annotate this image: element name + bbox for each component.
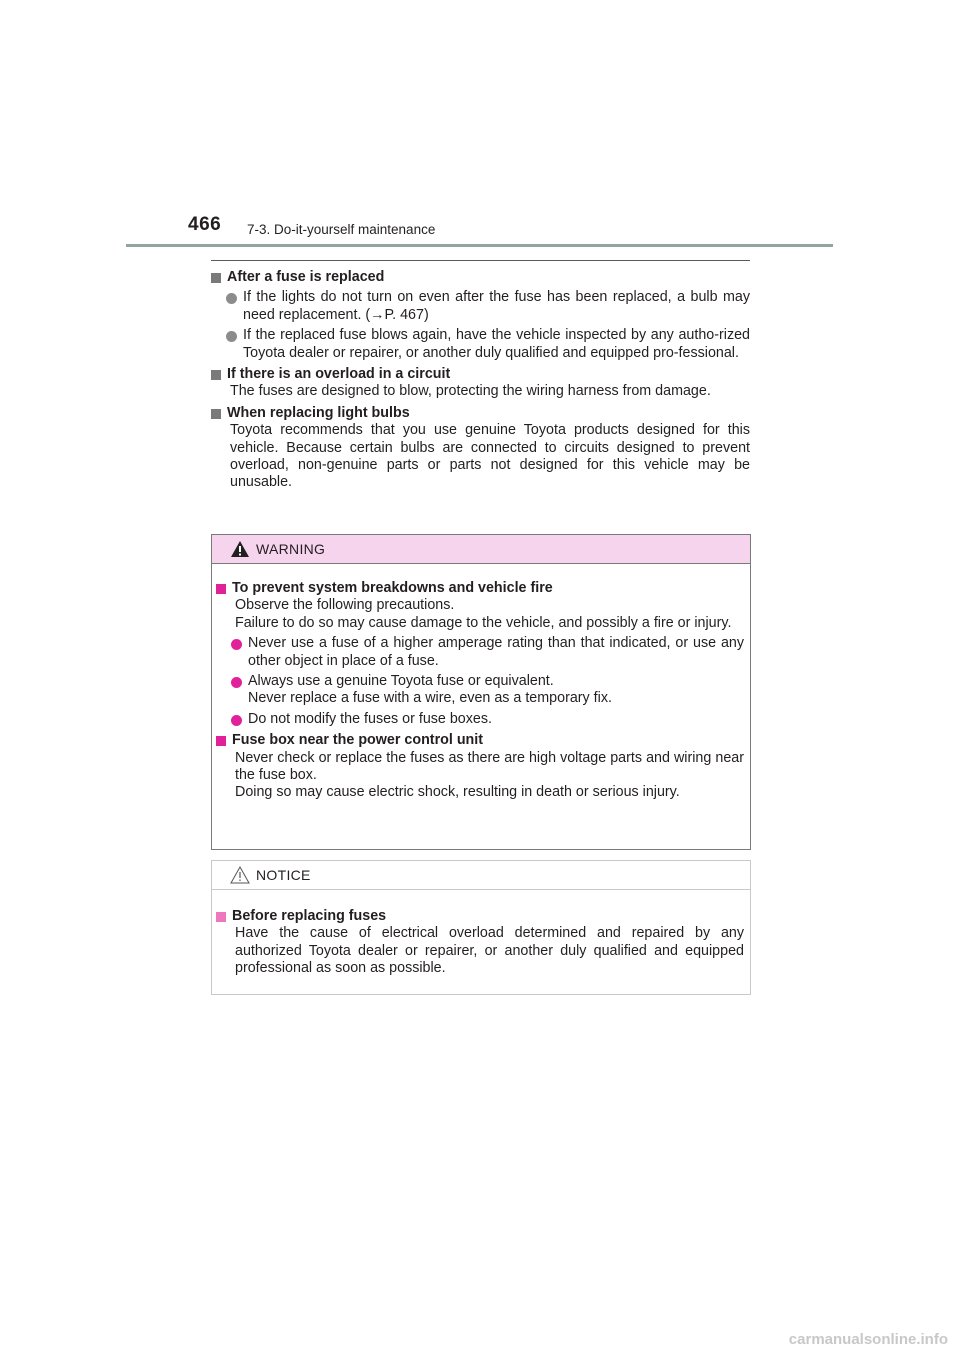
list-item: Always use a genuine Toyota fuse or equivalent. Never replace a fuse with a wire, even as a temporary fix. [216, 673, 744, 708]
content-rule [211, 260, 750, 261]
notice-heading: Before replacing fuses [216, 908, 744, 925]
square-bullet-icon [211, 273, 221, 283]
notice-title: NOTICE [256, 867, 311, 883]
square-bullet-icon [216, 584, 226, 594]
notice-triangle-icon [230, 866, 250, 884]
notice-box [211, 860, 751, 995]
square-bullet-icon [211, 409, 221, 419]
warning-header [212, 535, 750, 564]
circle-bullet-icon [226, 293, 237, 304]
notice-header [212, 861, 750, 890]
main-content [211, 265, 750, 492]
section-text: Toyota recommends that you use genuine Toyota products designed for this vehicle. Because certain bulbs are connected to circuits designed to prevent overload, non-genuine parts or parts not designed for this vehicle may be unusable. [230, 422, 750, 491]
section-text: The fuses are designed to blow, protecting the wiring harness from damage. [230, 383, 711, 400]
notice-body [212, 890, 750, 978]
section-heading: When replacing light bulbs [211, 405, 750, 422]
warning-text: Doing so may cause electric shock, resulting in death or serious injury. [235, 784, 680, 801]
notice-text: Have the cause of electrical overload determined and repaired by any authorized Toyota dealer or repairer, or another duly qualified and equipped professional as soon as possible. [235, 925, 744, 977]
circle-bullet-icon [226, 331, 237, 342]
warning-box [211, 534, 751, 850]
header-rule [126, 244, 833, 247]
list-item: If the lights do not turn on even after the fuse has been replaced, a bulb may need replacement. (→P. 467) [211, 289, 750, 324]
warning-text: Observe the following precautions. [235, 597, 455, 614]
warning-text: Never check or replace the fuses as there are high voltage parts and wiring near the fuse box. [235, 749, 744, 784]
square-bullet-icon [211, 370, 221, 380]
section-heading: After a fuse is replaced [211, 269, 750, 286]
square-bullet-icon [216, 912, 226, 922]
list-item: If the replaced fuse blows again, have the vehicle inspected by any autho-rized Toyota dealer or repairer, or another duly qualified and equipped pro-fessional. [211, 327, 750, 362]
warning-title: WARNING [256, 541, 326, 557]
circle-bullet-icon [231, 715, 242, 726]
warning-heading: Fuse box near the power control unit [216, 732, 744, 749]
warning-triangle-icon [230, 540, 250, 558]
warning-heading: To prevent system breakdowns and vehicle fire [216, 580, 744, 597]
list-item: Do not modify the fuses or fuse boxes. [216, 711, 744, 728]
warning-text: Failure to do so may cause damage to the vehicle, and possibly a fire or injury. [235, 614, 732, 631]
page-number: 466 [188, 214, 222, 235]
section-title: 7-3. Do-it-yourself maintenance [247, 222, 436, 237]
circle-bullet-icon [231, 677, 242, 688]
watermark: carmanualsonline.info [788, 1331, 948, 1348]
square-bullet-icon [216, 736, 226, 746]
circle-bullet-icon [231, 639, 242, 650]
section-heading: If there is an overload in a circuit [211, 366, 750, 383]
list-item: Never use a fuse of a higher amperage rating than that indicated, or use any other object in place of a fuse. [216, 635, 744, 670]
warning-body [212, 564, 750, 802]
